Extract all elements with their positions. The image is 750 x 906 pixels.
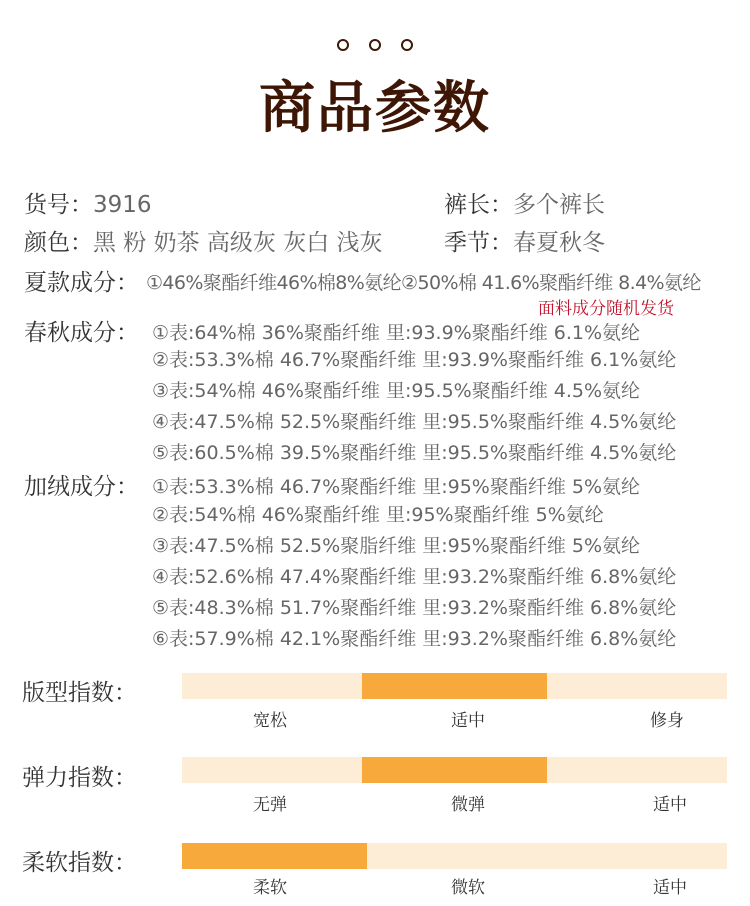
summer-label: 夏款成分：	[24, 270, 139, 296]
spring-autumn-item-4: ④表:47.5%棉 52.5%聚酯纤维 里:95.5%聚酯纤维 4.5%氨纶	[152, 411, 677, 433]
softness-index-level	[182, 843, 367, 869]
softness-tick-slight: 微软	[451, 878, 485, 898]
fleece-item-2: ②表:54%棉 46%聚酯纤维 里:95%聚酯纤维 5%氨纶	[152, 504, 604, 526]
stretch-index-bar	[182, 757, 727, 783]
colors-label: 颜色：	[24, 230, 93, 256]
length-value: 多个裤长	[513, 192, 605, 218]
fit-index-level	[362, 673, 547, 699]
softness-index-label: 柔软指数：	[22, 850, 137, 876]
stretch-tick-none: 无弹	[253, 795, 287, 815]
spring-autumn-label: 春秋成分：	[24, 320, 139, 346]
fit-index-bar	[182, 673, 727, 699]
season-label: 季节：	[444, 230, 513, 256]
circle-icon	[337, 39, 349, 51]
fleece-item-1: ①表:53.3%棉 46.7%聚酯纤维 里:95%聚酯纤维 5%氨纶	[152, 476, 641, 498]
fleece-item-6: ⑥表:57.9%棉 42.1%聚酯纤维 里:93.2%聚酯纤维 6.8%氨纶	[152, 628, 677, 650]
item-no-label: 货号：	[24, 192, 93, 218]
fleece-item-4: ④表:52.6%棉 47.4%聚酯纤维 里:93.2%聚酯纤维 6.8%氨纶	[152, 566, 677, 588]
page-title: 商品参数	[259, 76, 491, 141]
stretch-tick-moderate: 适中	[653, 795, 687, 815]
item-no-row	[24, 186, 152, 219]
fit-tick-regular: 适中	[451, 711, 485, 731]
stretch-index-label: 弹力指数：	[22, 765, 137, 791]
fit-index-label: 版型指数：	[22, 680, 137, 706]
colors-value: 黑 粉 奶茶 高级灰 灰白 浅灰	[93, 230, 383, 256]
softness-tick-moderate: 适中	[653, 878, 687, 898]
circle-icon	[369, 39, 381, 51]
spring-autumn-item-5: ⑤表:60.5%棉 39.5%聚酯纤维 里:95.5%聚酯纤维 4.5%氨纶	[152, 442, 677, 464]
spring-autumn-item-3: ③表:54%棉 46%聚酯纤维 里:95.5%聚酯纤维 4.5%氨纶	[152, 380, 641, 402]
fleece-label: 加绒成分：	[24, 474, 139, 500]
stretch-index-level	[362, 757, 547, 783]
summer-composition: ①46%聚酯纤维46%棉8%氨纶②50%棉 41.6%聚酯纤维 8.4%氨纶	[146, 272, 701, 294]
colors-row	[24, 224, 383, 257]
softness-tick-soft: 柔软	[253, 878, 287, 898]
season-row	[444, 224, 605, 257]
softness-index-bar	[182, 843, 727, 869]
stretch-tick-slight: 微弹	[451, 795, 485, 815]
fleece-item-3: ③表:47.5%棉 52.5%聚脂纤维 里:95%聚酯纤维 5%氨纶	[152, 535, 641, 557]
fit-tick-loose: 宽松	[253, 711, 287, 731]
fit-tick-slim: 修身	[650, 711, 684, 731]
length-label: 裤长：	[444, 192, 513, 218]
circle-icon	[401, 39, 413, 51]
random-fabric-note: 面料成分随机发货	[538, 299, 674, 319]
spring-autumn-item-2: ②表:53.3%棉 46.7%聚酯纤维 里:93.9%聚酯纤维 6.1%氨纶	[152, 349, 677, 371]
decorative-dots	[0, 36, 750, 56]
item-no-value: 3916	[93, 192, 152, 218]
fleece-item-5: ⑤表:48.3%棉 51.7%聚酯纤维 里:93.2%聚酯纤维 6.8%氨纶	[152, 597, 677, 619]
length-row	[444, 186, 605, 219]
spring-autumn-item-1: ①表:64%棉 36%聚酯纤维 里:93.9%聚酯纤维 6.1%氨纶	[152, 322, 641, 344]
season-value: 春夏秋冬	[513, 230, 605, 256]
